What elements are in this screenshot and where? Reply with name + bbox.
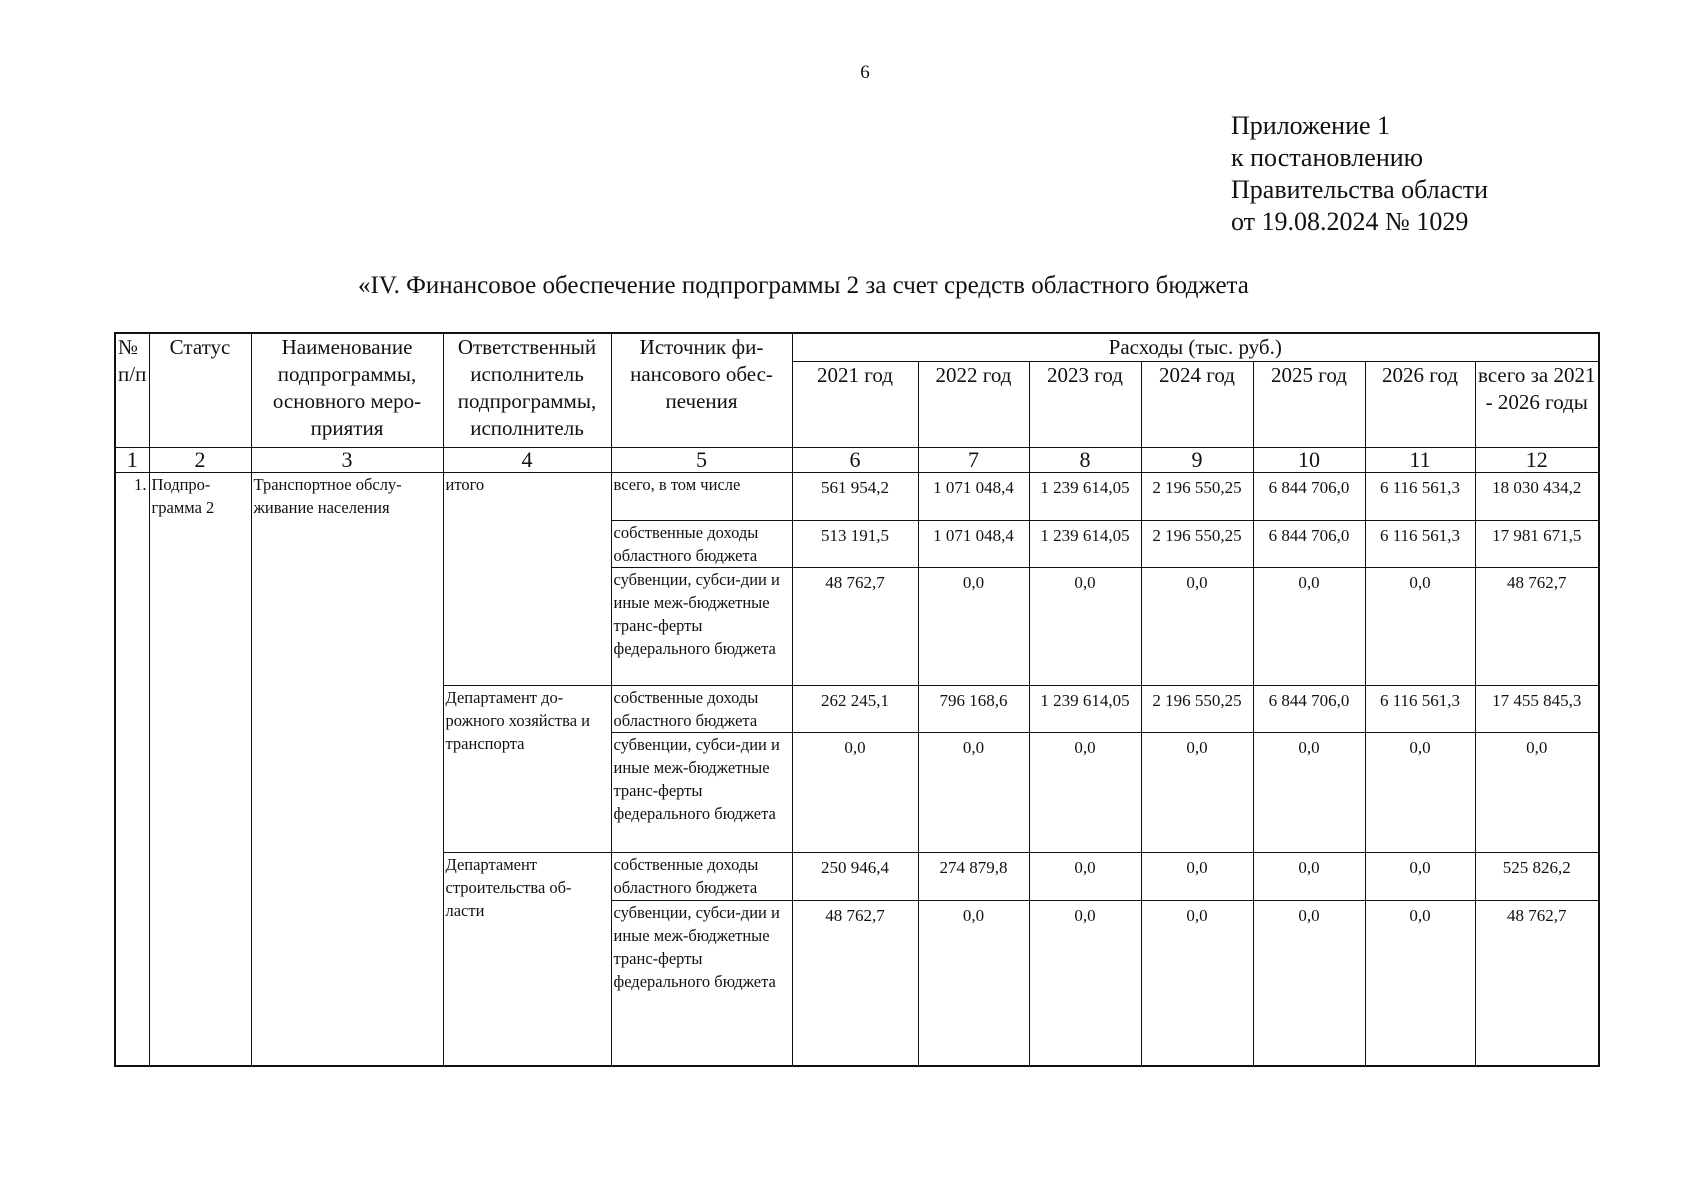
value-2025: 0,0 — [1253, 853, 1365, 901]
value-2023: 1 239 614,05 — [1029, 686, 1141, 733]
section-title: «IV. Финансовое обеспечение подпрограммы 2 за счет средств областного бюджета — [358, 272, 1249, 299]
value-total: 17 981 671,5 — [1475, 521, 1599, 568]
header-year-2021: 2021 год — [792, 362, 918, 448]
row-source: субвенции, субси-дии и иные меж-бюджетные транс-ферты федерального бюджета — [611, 901, 792, 1066]
value-total: 0,0 — [1475, 733, 1599, 853]
row-executor: итого — [443, 473, 611, 686]
annex-line-1: Приложение 1 — [1231, 111, 1391, 140]
header-row-1 — [115, 333, 1599, 362]
value-2022: 1 071 048,4 — [918, 473, 1029, 521]
header-executor: Ответственный исполнитель подпрограммы, исполнитель — [443, 333, 611, 448]
column-number: 10 — [1253, 448, 1365, 473]
value-2024: 2 196 550,25 — [1141, 473, 1253, 521]
row-source: собственные доходы областного бюджета — [611, 853, 792, 901]
value-total: 48 762,7 — [1475, 901, 1599, 1066]
value-2025: 0,0 — [1253, 733, 1365, 853]
value-2023: 0,0 — [1029, 901, 1141, 1066]
column-number: 3 — [251, 448, 443, 473]
value-2026: 0,0 — [1365, 853, 1475, 901]
column-number: 11 — [1365, 448, 1475, 473]
column-number-row — [115, 448, 1599, 473]
header-name: Наименование подпрограммы, основного меро-приятия — [251, 333, 443, 448]
value-total: 48 762,7 — [1475, 568, 1599, 686]
financing-table — [114, 332, 1600, 1067]
column-number: 5 — [611, 448, 792, 473]
value-2026: 0,0 — [1365, 568, 1475, 686]
value-2025: 0,0 — [1253, 568, 1365, 686]
value-2022: 0,0 — [918, 901, 1029, 1066]
row-name: Транспортное обслу-живание населения — [251, 473, 443, 1066]
annex-line-2: к постановлению — [1231, 143, 1424, 172]
value-2024: 0,0 — [1141, 733, 1253, 853]
value-2021: 250 946,4 — [792, 853, 918, 901]
value-total: 18 030 434,2 — [1475, 473, 1599, 521]
column-number: 9 — [1141, 448, 1253, 473]
value-2026: 6 116 561,3 — [1365, 521, 1475, 568]
value-2023: 1 239 614,05 — [1029, 521, 1141, 568]
value-2024: 0,0 — [1141, 568, 1253, 686]
annex-line-4: от 19.08.2024 № 1029 — [1231, 207, 1469, 236]
row-source: субвенции, субси-дии и иные меж-бюджетные транс-ферты федерального бюджета — [611, 733, 792, 853]
header-total: всего за 2021 - 2026 годы — [1475, 362, 1599, 448]
column-number: 12 — [1475, 448, 1599, 473]
row-source: всего, в том числе — [611, 473, 792, 521]
row-source: собственные доходы областного бюджета — [611, 686, 792, 733]
row-executor: Департамент строительства об-ласти — [443, 853, 611, 1066]
header-year-2026: 2026 год — [1365, 362, 1475, 448]
row-source: субвенции, субси-дии и иные меж-бюджетные транс-ферты федерального бюджета — [611, 568, 792, 686]
row-executor: Департамент до-рожного хозяйства и транспорта — [443, 686, 611, 853]
value-2022: 274 879,8 — [918, 853, 1029, 901]
value-2026: 6 116 561,3 — [1365, 473, 1475, 521]
row-status: Подпро-грамма 2 — [149, 473, 251, 1066]
annex-line-3: Правительства области — [1231, 175, 1489, 204]
value-2023: 0,0 — [1029, 853, 1141, 901]
value-2021: 48 762,7 — [792, 568, 918, 686]
header-year-2025: 2025 год — [1253, 362, 1365, 448]
column-number: 2 — [149, 448, 251, 473]
column-number: 6 — [792, 448, 918, 473]
header-year-2022: 2022 год — [918, 362, 1029, 448]
value-2026: 6 116 561,3 — [1365, 686, 1475, 733]
value-2022: 0,0 — [918, 733, 1029, 853]
value-2021: 262 245,1 — [792, 686, 918, 733]
value-2021: 48 762,7 — [792, 901, 918, 1066]
header-year-2023: 2023 год — [1029, 362, 1141, 448]
header-year-2024: 2024 год — [1141, 362, 1253, 448]
value-total: 525 826,2 — [1475, 853, 1599, 901]
header-expenses: Расходы (тыс. руб.) — [792, 333, 1599, 362]
value-2023: 1 239 614,05 — [1029, 473, 1141, 521]
header-source: Источник фи-нансового обес-печения — [611, 333, 792, 448]
value-2023: 0,0 — [1029, 568, 1141, 686]
page-number: 6 — [860, 62, 870, 83]
value-2021: 0,0 — [792, 733, 918, 853]
value-2022: 0,0 — [918, 568, 1029, 686]
header-status: Статус — [149, 333, 251, 448]
column-number: 7 — [918, 448, 1029, 473]
column-number: 1 — [115, 448, 149, 473]
value-2025: 6 844 706,0 — [1253, 686, 1365, 733]
value-2025: 6 844 706,0 — [1253, 521, 1365, 568]
value-2021: 561 954,2 — [792, 473, 918, 521]
value-2026: 0,0 — [1365, 901, 1475, 1066]
annex-block — [1231, 110, 1488, 238]
value-2024: 2 196 550,25 — [1141, 521, 1253, 568]
value-2024: 0,0 — [1141, 901, 1253, 1066]
value-total: 17 455 845,3 — [1475, 686, 1599, 733]
value-2024: 2 196 550,25 — [1141, 686, 1253, 733]
value-2025: 6 844 706,0 — [1253, 473, 1365, 521]
header-no: № п/п — [115, 333, 149, 448]
value-2024: 0,0 — [1141, 853, 1253, 901]
value-2025: 0,0 — [1253, 901, 1365, 1066]
table-row — [115, 473, 1599, 521]
row-source: собственные доходы областного бюджета — [611, 521, 792, 568]
value-2026: 0,0 — [1365, 733, 1475, 853]
value-2023: 0,0 — [1029, 733, 1141, 853]
value-2021: 513 191,5 — [792, 521, 918, 568]
value-2022: 1 071 048,4 — [918, 521, 1029, 568]
column-number: 8 — [1029, 448, 1141, 473]
column-number: 4 — [443, 448, 611, 473]
value-2022: 796 168,6 — [918, 686, 1029, 733]
row-no: 1. — [115, 473, 149, 1066]
